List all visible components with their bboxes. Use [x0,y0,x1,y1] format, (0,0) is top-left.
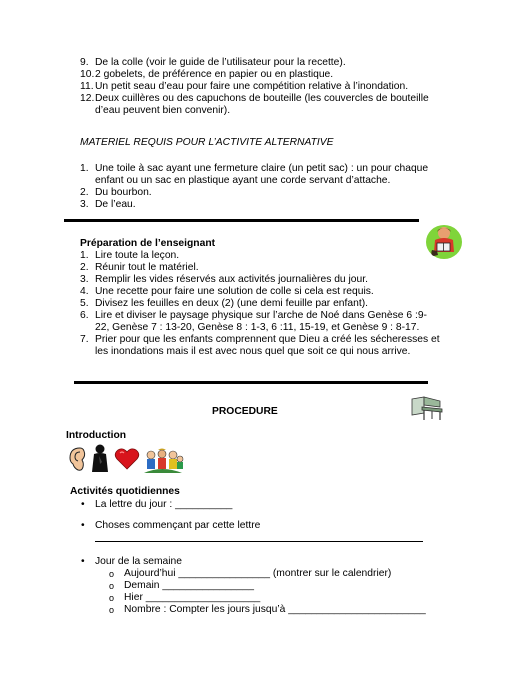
alt-materials-heading: MATERIEL REQUIS POUR L’ACTIVITE ALTERNATIVE [80,137,334,148]
list-number: 2. [80,262,89,273]
list-item-continuation: 22, Genèse 7 : 13-20, Genèse 8 : 1-3, 6 :11, 15-19, et Genèse 9 : 8-17. [95,322,420,333]
list-item: Deux cuillères ou des capuchons de bouteille (les couvercles de bouteille [95,93,429,104]
list-item: Prier pour que les enfants comprennent que Dieu a créé les sécheresses et [95,334,440,345]
sub-bullet: o [109,593,115,603]
procedure-heading: PROCEDURE [212,406,278,417]
sub-bullet: o [109,569,115,579]
count-days-field: Nombre : Compter les jours jusqu’à ________________________ [124,604,426,615]
list-item-continuation: les inondations mais il est avec nous quel que soit ce qui nous arrive. [95,346,411,357]
classroom-desk-icon [410,393,446,421]
prep-heading: Préparation de l’enseignant [80,238,216,249]
list-number: 1. [80,163,89,174]
list-item: Divisez les feuilles en deux (2) (une demi feuille par enfant). [95,298,369,309]
list-item: Un petit seau d’eau pour faire une compétition relative à l’inondation. [95,81,409,92]
teacher-with-book-icon [424,222,464,260]
praying-person-icon [88,444,112,474]
today-field: Aujourd’hui ________________ (montrer sur le calendrier) [124,568,392,579]
bullet: • [81,520,85,531]
list-item: De l’eau. [95,199,136,210]
list-number: 3. [80,274,89,285]
list-number: 12. [80,93,95,104]
tomorrow-field: Demain ________________ [124,580,254,591]
section-divider [64,219,419,222]
list-item: Lire toute la leçon. [95,250,180,261]
daily-activities-heading: Activités quotidiennes [70,486,180,497]
list-number: 6. [80,310,89,321]
letter-of-day-field: La lettre du jour : __________ [95,499,233,510]
list-number: 3. [80,199,89,210]
list-item: 2 gobelets, de préférence en papier ou en plastique. [95,69,334,80]
sub-bullet: o [109,605,115,615]
ear-icon [66,446,88,472]
yesterday-field: Hier ____________________ [124,592,261,603]
list-number: 4. [80,286,89,297]
list-item: De la colle (voir le guide de l’utilisateur pour la recette). [95,57,346,68]
list-item-continuation: enfant ou un sac en plastique ayant une corde servant d’attache. [95,175,391,186]
sub-bullet: o [109,581,115,591]
heart-icon [114,447,140,471]
list-item: Une toile à sac ayant une fermeture claire (un petit sac) : un pour chaque [95,163,429,174]
list-number: 5. [80,298,89,309]
section-divider [74,381,428,384]
list-item-continuation: d’eau peuvent bien convenir). [95,105,231,116]
list-number: 2. [80,187,89,198]
list-item: Remplir les vides réservés aux activités journalières du jour. [95,274,368,285]
bullet: • [81,499,85,510]
list-item: Du bourbon. [95,187,152,198]
introduction-heading: Introduction [66,430,127,441]
answer-line [95,541,423,542]
list-item: Réunir tout le matériel. [95,262,199,273]
list-number: 7. [80,334,89,345]
list-number: 9. [80,57,89,68]
bullet: • [81,556,85,567]
list-number: 10. [80,69,95,80]
children-group-icon [142,447,184,475]
list-number: 11. [80,81,94,92]
list-item: Une recette pour faire une solution de colle si cela est requis. [95,286,374,297]
things-starting-with-letter: Choses commençant par cette lettre [95,520,261,531]
list-number: 1. [80,250,89,261]
list-item: Lire et diviser le paysage physique sur l’arche de Noé dans Genèse 6 :9- [95,310,427,321]
weekday-label: Jour de la semaine [95,556,183,567]
